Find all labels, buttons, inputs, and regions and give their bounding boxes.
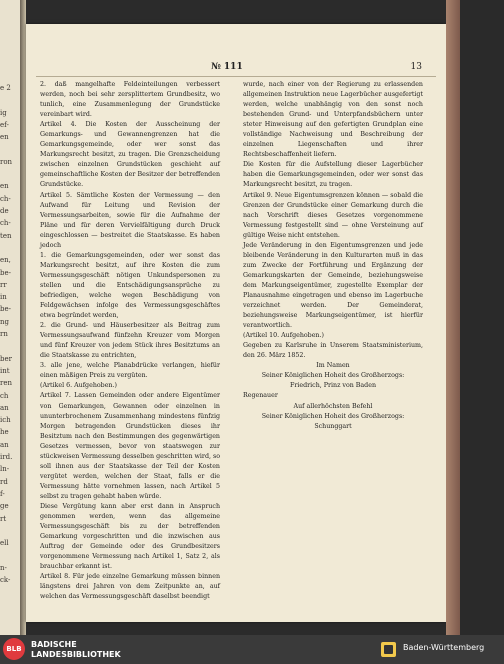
paragraph: Gegeben zu Karlsruhe in Unserem Staatsministerium, den 26. März 1852. — [243, 342, 423, 360]
page-issue-number: № 111 — [211, 62, 243, 72]
previous-page-fragment: rr — [0, 280, 7, 289]
previous-page-fragment: n- — [0, 563, 7, 572]
left-text-column — [40, 80, 220, 602]
right-text-column — [243, 80, 423, 432]
previous-page-fragment: ck- — [0, 576, 11, 584]
previous-page-fragment: ten — [0, 231, 12, 240]
bw-name[interactable]: Baden-Württemberg — [403, 643, 485, 652]
previous-page-fragment: ef- — [0, 120, 9, 129]
previous-page-fragment: he — [0, 428, 9, 437]
previous-page-fragment: ell — [0, 539, 9, 548]
previous-page-fragment: be- — [0, 305, 11, 314]
blb-name[interactable] — [31, 640, 121, 660]
previous-page-fragment: rd — [0, 477, 8, 486]
previous-page-fragment: ch — [0, 391, 9, 400]
paragraph: wurde, nach einer von der Regierung zu erlassenden allgemeinen Instruktion neue Lagerbücher ausgefertigt werden, welche unabhängig von den sonst noch bestehenden Grund- und Unterpfandsbüchern unter steter Hinweisung auf den gefertigten Grundplan eine vollständige Nachweisung und Beschreibung der einzelnen Liegenschaften und ihrer Rechtsbeschaffenheit liefern. — [243, 81, 423, 159]
paragraph: (Artikel 6. Aufgehoben.) — [40, 382, 117, 390]
previous-page-fragment: f- — [0, 489, 5, 498]
previous-page-fragment: ren — [0, 379, 12, 388]
paragraph: 1. die Gemarkungsgemeinden, oder wer sonst das Markungsrecht besitzt, auf ihre Kosten die zum Vermessungsgeschäft nötigen Unkundspersonen zu stellen und die Entschädigungsansprüche zu befriedigen, welche wegen Beschädigung von Feldgewächsen infolge des Vermessungsgeschäftes etwa begründet werden, — [40, 251, 220, 320]
signature-line: Seiner Königlichen Hoheit des Großherzogs: — [261, 372, 405, 380]
signature-line: Schunggart — [314, 422, 352, 430]
previous-page-fragment: rt — [0, 514, 7, 523]
previous-page-fragment: ird. — [0, 453, 13, 461]
signature-line: Im Namen — [316, 362, 350, 370]
paragraph: Artikel 5. Sämtliche Kosten der Vermessung — den Aufwand für Leitung und Revision der Vermessungsarbeiten, sowie für die Aufnahme der Pläne und für deren Vervielfältigung durch Druck eingeschlossen — bestreitet die Staatskasse. Es haben jedoch — [40, 191, 220, 249]
previous-page-fragment: e 2 — [0, 84, 11, 92]
footer-bar — [0, 635, 504, 664]
previous-page-fragment: ln- — [0, 465, 10, 474]
paragraph: Jede Veränderung in den Eigentumsgrenzen und jede bleibende Veränderung in den Kulturarten muß in das zum Zwecke der Fortführung und Ergänzung der Gemarkungskarten der Gemeinde, beziehungsweise dem Markungseigentümer, zugestellte Exemplar der Planausnahme eingetragen und ebenso im Lagerbuche verzeichnet werden. Der Gemeinderat, beziehungsweise Markungseigentümer, ist hierfür verantwortlich. — [243, 241, 423, 330]
previous-page-edge — [0, 0, 20, 635]
paragraph: 2. daß mangelhafte Feldeinteilungen verbessert werden, noch bei sehr zersplittertem Grundbesitz, wo tunlich, eine Zusammenlegung der Grundstücke vereinbart wird. — [40, 81, 220, 119]
page-number: 13 — [410, 62, 422, 72]
previous-page-fragment: be- — [0, 268, 11, 277]
blb-name-line1: BADISCHE — [31, 640, 77, 649]
paragraph: Die Kosten für die Aufstellung dieser Lagerbücher haben die Gemarkungsgemeinden, oder wer sonst das Markungsrecht besitzt, zu tragen. — [243, 161, 423, 189]
previous-page-fragment: an — [0, 403, 9, 412]
previous-page-fragment: en — [0, 133, 9, 142]
previous-page-fragment: de — [0, 207, 9, 215]
previous-page-fragment: en, — [0, 256, 11, 265]
bw-crest-icon — [381, 642, 396, 657]
document-page — [26, 24, 446, 622]
previous-page-fragment: en — [0, 182, 9, 191]
book-binding — [446, 0, 460, 635]
signature-line: Regenauer — [243, 392, 278, 400]
paragraph: Artikel 4. Die Kosten der Ausscheinung der Gemarkungs- und Gewannengrenzen hat die Gemarkungsgemeinde, oder wer sonst das Markungsrecht besitzt, zu tragen. Die Grenzscheidung zwischen einzelnen Grundstücken geschieht auf gemeinschaftliche Kosten der Besitzer der betreffenden Grundstücke. — [40, 121, 220, 189]
previous-page-fragment: int — [0, 366, 10, 375]
previous-page-fragment: an — [0, 440, 9, 449]
blb-logo[interactable]: BLB — [3, 638, 25, 660]
paragraph: 2. die Grund- und Häuserbesitzer als Beitrag zum Vermessungsaufwand fünfzehn Kreuzer vom Morgen und fünf Kreuzer von jedem Stück ihres Besitztums an die Staatskasse zu entrichten, — [40, 322, 220, 360]
scan-background — [460, 0, 504, 635]
previous-page-fragment: ch- — [0, 219, 11, 228]
previous-page-fragment: ich — [0, 416, 11, 425]
previous-page-fragment: in — [0, 293, 7, 302]
previous-page-fragment: ig — [0, 108, 7, 117]
previous-page-fragment: ber — [0, 354, 12, 363]
paragraph: Artikel 7. Lassen Gemeinden oder andere Eigentümer von Gemarkungen, Gewannen oder einzelnen in ununterbrochenem Zusammenhang mindestens fünfzig Morgen betragenden Grundstücken dieses ihr Besitztum nach den Bestimmungen des gegenwärtigen Gesetzes vermessen, bevor von staatswegen zur stückweisen Vermessung desselben geschritten wird, so soll ihnen aus der Staatskasse der Teil der Kosten vergütet werden, welchen der Staat, falls er die Vermessung hätte vornehmen lassen, nach Artikel 5 selbst zu tragen gehabt haben würde. — [40, 392, 220, 500]
paragraph: Artikel 8. Für jede einzelne Gemarkung müssen binnen längstens drei Jahren von dem Zeitpunkte an, auf welchen das Vermessungsgeschäft daselbst beendigt — [40, 573, 220, 601]
header-rule — [36, 76, 436, 77]
previous-page-fragment: rn — [0, 330, 8, 338]
previous-page-fragment: ng — [0, 317, 9, 326]
paragraph: (Artikel 10. Aufgehoben.) — [243, 332, 324, 340]
previous-page-fragment: ch- — [0, 194, 11, 203]
paragraph: Artikel 9. Neue Eigentumsgrenzen können — sobald die Grenzen der Grundstücke einer Gemarkung durch die nach Vorschrift dieses Gesetzes vorgenommene Vermessung festgestellt sind — ohne Versteinung auf gültige Weise nicht entstehen. — [243, 191, 423, 239]
blb-name-line2: LANDESBIBLIOTHEK — [31, 650, 121, 659]
previous-page-fragment: ge — [0, 502, 9, 511]
previous-page-fragment: ron — [0, 157, 13, 166]
paragraph: Diese Vergütung kann aber erst dann in Anspruch genommen werden, wenn das allgemeine Vermessungsgeschäft bis zu der betreffenden Gemarkung vorgeschritten und die inzwischen aus Auftrag der Gemeinde oder des Grundbesitzers vorgenommene Vermessung nach Artikel 1, Satz 2, als brauchbar erkannt ist. — [40, 502, 220, 571]
paragraph: 3. alle jene, welche Planabdrücke verlangen, hiefür einen mäßigen Preis zu vergüten. — [40, 362, 220, 380]
signature-line: Friedrich, Prinz von Baden — [290, 382, 376, 390]
signature-line: Auf allerhöchsten Befehl — [293, 402, 373, 410]
signature-line: Seiner Königlichen Hoheit des Großherzogs: — [261, 412, 405, 420]
